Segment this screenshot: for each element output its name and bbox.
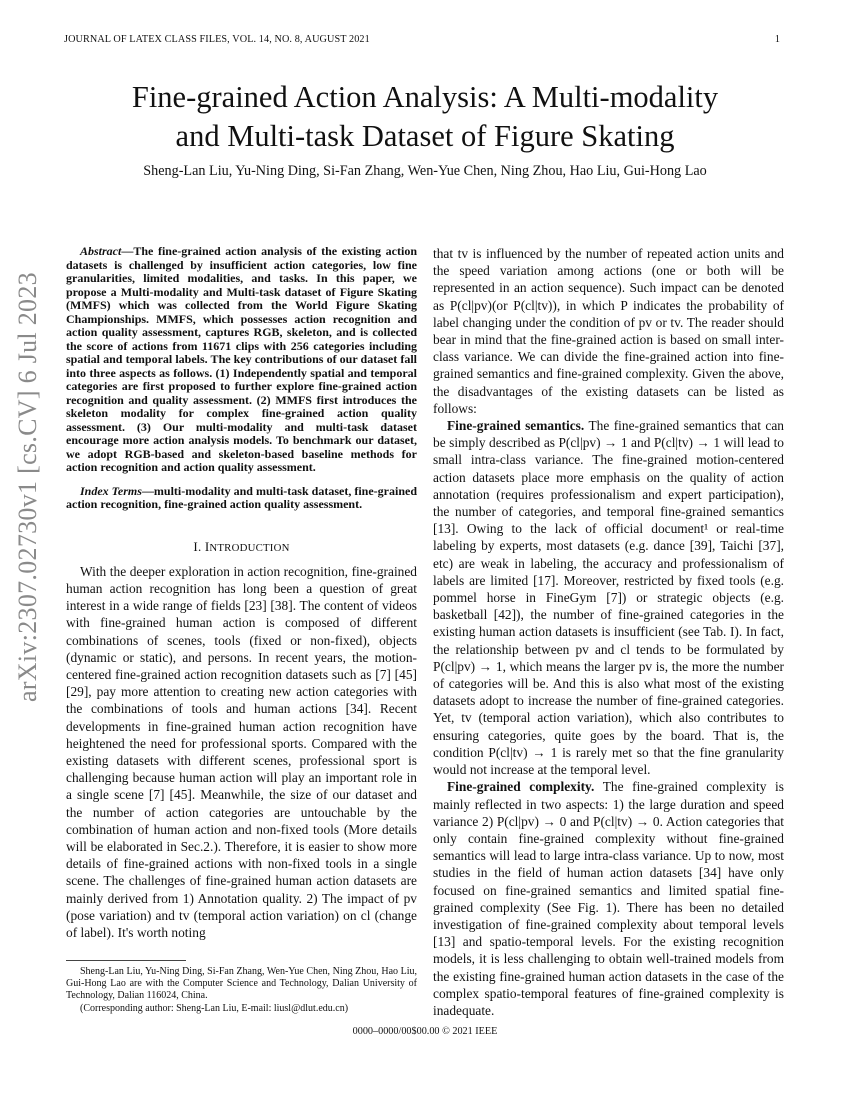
- complexity-run-head: Fine-grained complexity.: [447, 779, 595, 795]
- continued-paragraph: that tv is influenced by the number of repeated action units and the speed variation among actions (one or both will be represented in an action sequence). Such impact can be denoted as P(cl|pv)(or P(cl|tv)), in which P indicates the probability of label changing under the condition of pv or tv. The reader should bear in mind that the fine-grained action is based on small inter-class variance. We can divide the fine-grained action into fine-grained semantics and fine-grained complexity. Given the above, the disadvantages of the existing datasets can be listed as follows:: [433, 246, 784, 416]
- author-list: Sheng-Lan Liu, Yu-Ning Ding, Si-Fan Zhang, Wen-Yue Chen, Ning Zhou, Hao Liu, Gui-Hong Lao: [143, 163, 707, 179]
- paper-title: [40, 78, 810, 156]
- arxiv-identifier: arXiv:2307.02730v1 [cs.CV] 6 Jul 2023: [13, 272, 42, 702]
- abstract-text: —The fine-grained action analysis of the existing action datasets is challenged by insufficient action categories, low fine granularities, limited modalities, and tasks. In this paper, we propose a Multi-modality and Multi-task dataset of Figure Skating (MMFS) which was collected from the World Figure Skating Championships. MMFS, which possesses action recognition and action quality assessment, captures RGB, skeleton, and is collected the score of actions from 11671 clips with 256 categories including spatial and temporal labels. The key contributions of our dataset fall into three aspects as follows. (1) Independently spatial and temporal categories are first proposed to further explore fine-grained action recognition and quality assessment. (2) MMFS first introduces the skeleton modality for complex fine-grained action quality assessment. (3) Our multi-modality and multi-task dataset encourage more action analysis models. To benchmark our dataset, we adopt RGB-based and skeleton-based baseline methods for action recognition and action quality assessment.: [66, 244, 417, 474]
- footnote-affiliation: Sheng-Lan Liu, Yu-Ning Ding, Si-Fan Zhang, Wen-Yue Chen, Ning Zhou, Hao Liu, Gui-Hong Lao are with the Computer Science and Technology, Dalian University of Technology, Dalian 116024, China.: [66, 966, 417, 1002]
- footnote-divider: [66, 960, 186, 961]
- section-title-rest: NTRODUCTION: [209, 541, 290, 554]
- footnote: [66, 966, 417, 1015]
- index-terms-lead: Index Terms: [80, 483, 142, 498]
- abstract-lead: Abstract: [80, 244, 122, 258]
- right-column: [433, 245, 784, 1019]
- page-number: 1: [774, 34, 780, 45]
- title-line-1: Fine-grained Action Analysis: A Multi-modality: [131, 80, 719, 114]
- section-heading-introduction: [66, 538, 417, 557]
- semantics-paragraph: [433, 417, 784, 778]
- complexity-paragraph: [433, 778, 784, 1019]
- left-column: [66, 245, 417, 941]
- complexity-text: The fine-grained complexity is mainly reflected in two aspects: 1) the large duration and speed variance 2) P(cl|pv) → 0 and P(cl|tv) → 0. Action categories that only contain fine-grained complexity without fine-grained semantics will lead to large intra-class variance. Up to now, most studies in the field of human action datasets [34] have only focused on fine-grained semantics and limited spatial fine-grained complexity (See Fig. 1). There has been no detailed investigation of fine-grained complexity about temporal levels [13] and spatio-temporal levels. For the existing recognition models, it is less challenging to obtain well-trained models from the existing fine-grained human action datasets in the case of the complex spatio-temporal features of fine-grained complexity is inadequate.: [433, 779, 784, 1018]
- footnote-corresponding: (Corresponding author: Sheng-Lan Liu, E-mail: liusl@dlut.edu.cn): [80, 1002, 349, 1014]
- index-terms: [66, 485, 417, 512]
- introduction-paragraph: With the deeper exploration in action recognition, fine-grained human action recognition has long been a question of great interest in a wide range of fields [23] [38]. The content of videos with fine-grained human action is composed of different combinations of scenes, tools (fixed or non-fixed), objects (dynamic or static), and persons. In recent years, the motion-centered fine-grained action recognition datasets such as [7] [45] [29], pay more attention to creating new action categories with the combinations of tools and human actions [34]. Recent developments in fine-grained human action recognition have heightened the need for professional sports. Compared with the existing datasets with different scenes, professional sport is challenging because human action will play an important role in a single scene [7] [45]. Meanwhile, the size of our dataset and the number of action categories are untouchable by the combination of human action and non-fixed tools (More details will be elaborated in Sec.2.). Therefore, it is easier to show more details of fine-grained actions with non-fixed tools in a single scene. The challenges of fine-grained human action datasets are mainly derived from 1) Annotation quality. 2) The impact of pv (pose variation) and tv (temporal action variation) on cl (change of label). It's worth noting: [66, 563, 417, 940]
- index-terms-text: —multi-modality and multi-task dataset, fine-grained action recognition, fine-grained action quality assessment.: [66, 483, 417, 511]
- title-line-2: and Multi-task Dataset of Figure Skating: [175, 119, 675, 153]
- running-header: JOURNAL OF LATEX CLASS FILES, VOL. 14, NO. 8, AUGUST 2021: [64, 34, 370, 45]
- semantics-run-head: Fine-grained semantics.: [447, 418, 585, 434]
- copyright-footer: 0000–0000/00$00.00 © 2021 IEEE: [352, 1026, 498, 1037]
- section-title-initial: I: [204, 538, 210, 554]
- abstract: [66, 245, 417, 475]
- semantics-text: The fine-grained semantics that can be simply described as P(cl|pv) → 1 and P(cl|tv) → 1 will lead to small intra-class variance. The fine-grained motion-centered action datasets place more emphasis on the quality of action annotation (requires professionalism and expert participation), the number of categories, and temporal fine-grained semantics [13]. Owing to the lack of official document¹ or real-time labeling by experts, most datasets (e.g. dance [39], Taichi [37], etc) are weak in labeling, the accuracy and professionalism of labels are limited [17]. Moreover, restricted by fixed tools (e.g. pommel horse in FineGym [7]) or strategic objects (e.g. basketball [42]), the number of fine-grained categories in the existing human action datasets is insufficient (see Tab. I). In fact, the relationship between pv and cl tends to be formulated by P(cl|pv) → 1, which means the larger pv is, the more the number of categories will be. And this is also what most of the existing datasets adopt to increase the number of fine-grained categories. Yet, tv (temporal action variation), which also contributes to ensuring categories, quite goes by the board. That is, the condition P(cl|tv) → 1 is rarely met so that the fine granularity would not increase at the temporal level.: [433, 418, 784, 778]
- section-number: I.: [193, 538, 202, 554]
